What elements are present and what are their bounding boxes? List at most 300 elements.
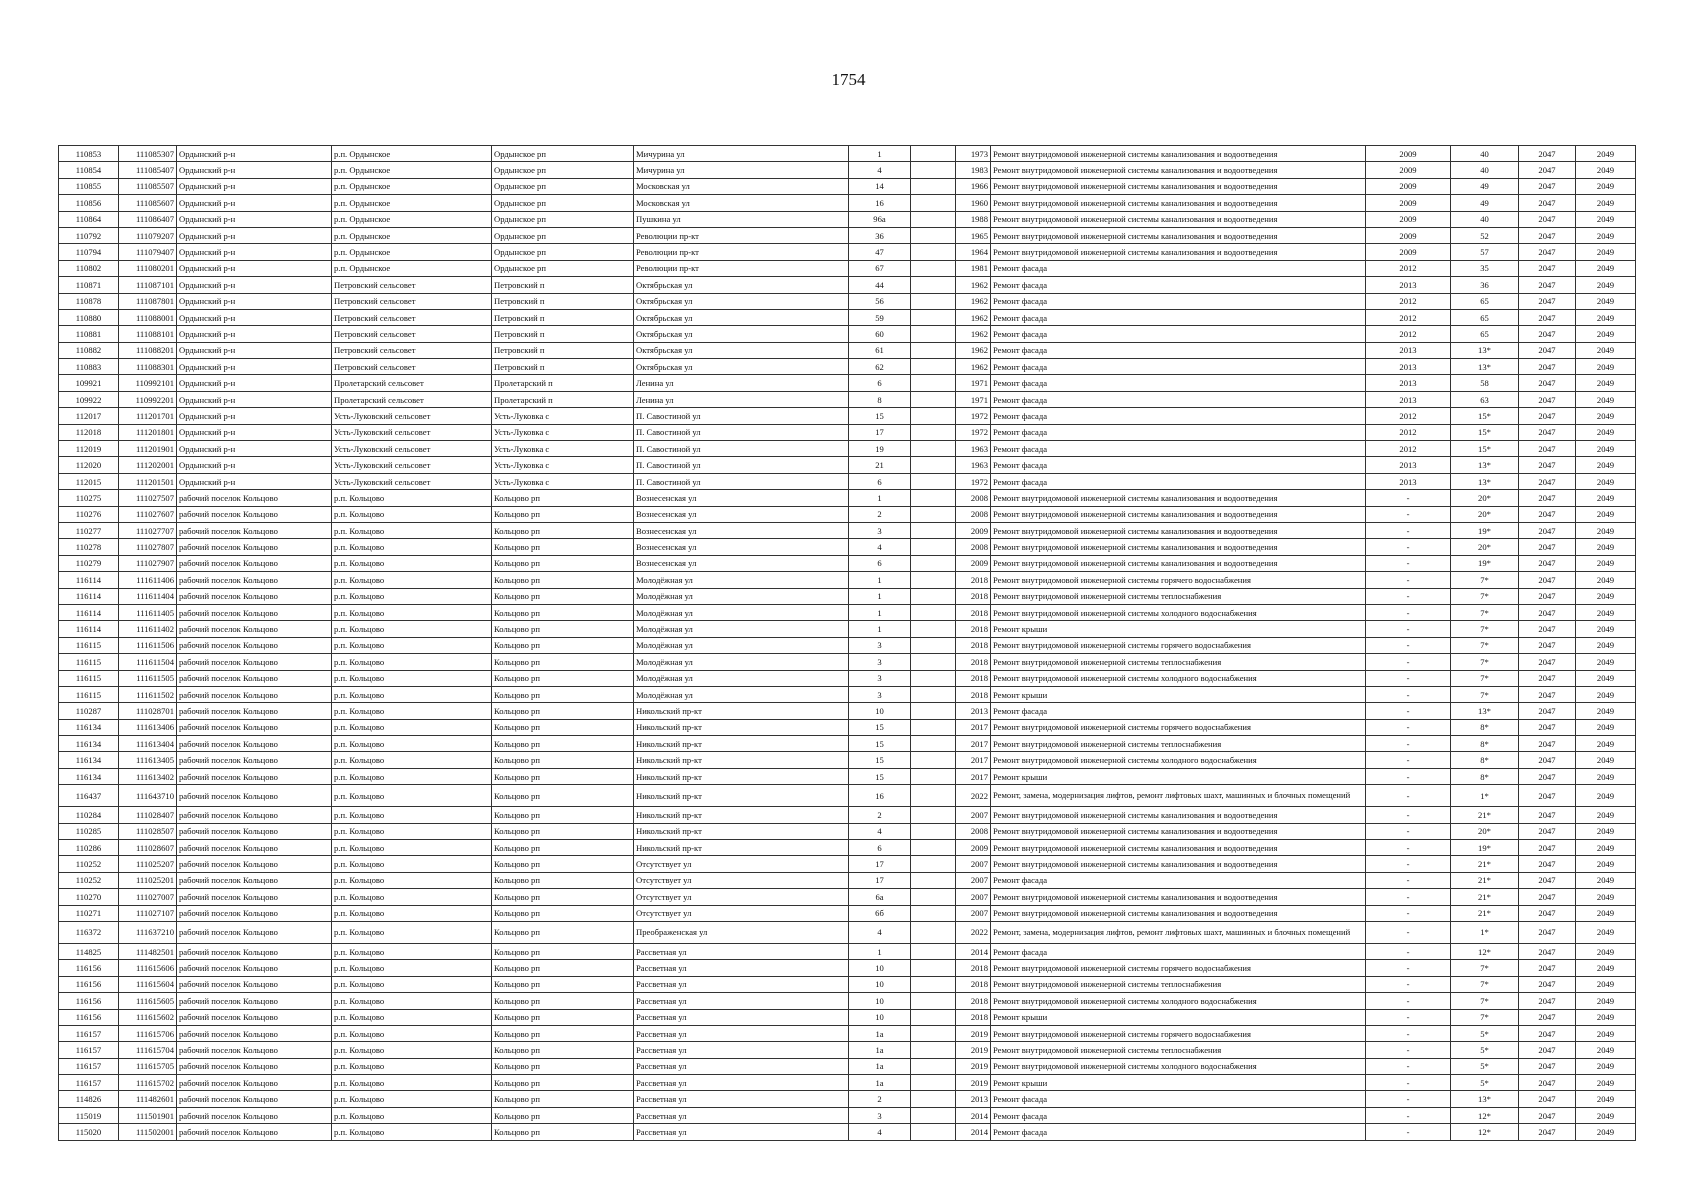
row-id-cell: 116157	[59, 1042, 119, 1058]
settlement-cell: Кольцово рп	[492, 960, 634, 976]
plan-end-year-cell: 2049	[1576, 555, 1636, 571]
plan-start-year-cell: 2047	[1519, 391, 1576, 407]
code-cell: 111028607	[119, 840, 177, 856]
plan-end-year-cell: 2049	[1576, 227, 1636, 243]
last-repair-year-cell: 2009	[1366, 195, 1451, 211]
building-cell	[911, 473, 956, 489]
year-built-cell: 1972	[956, 424, 991, 440]
district-cell: Ордынский р-н	[177, 244, 332, 260]
wear-cell: 8*	[1451, 752, 1519, 768]
plan-end-year-cell: 2049	[1576, 736, 1636, 752]
plan-start-year-cell: 2047	[1519, 1091, 1576, 1107]
last-repair-year-cell: -	[1366, 785, 1451, 807]
code-cell: 111643710	[119, 785, 177, 807]
table-row	[59, 670, 1636, 686]
municipality-cell: р.п. Ордынское	[332, 146, 492, 162]
work-type-cell: Ремонт фасада	[991, 277, 1366, 293]
work-type-cell: Ремонт, замена, модернизация лифтов, ремонт лифтовых шахт, машинных и блочных помещений	[991, 785, 1366, 807]
row-id-cell: 116134	[59, 768, 119, 784]
wear-cell: 5*	[1451, 1042, 1519, 1058]
street-cell: Рассветная ул	[634, 993, 849, 1009]
street-cell: Отсутствует ул	[634, 889, 849, 905]
code-cell: 111501901	[119, 1107, 177, 1123]
district-cell: рабочий поселок Кольцово	[177, 807, 332, 823]
work-type-cell: Ремонт внутридомовой инженерной системы теплоснабжения	[991, 976, 1366, 992]
plan-end-year-cell: 2049	[1576, 457, 1636, 473]
plan-end-year-cell: 2049	[1576, 604, 1636, 620]
plan-end-year-cell: 2049	[1576, 178, 1636, 194]
plan-start-year-cell: 2047	[1519, 539, 1576, 555]
building-cell	[911, 555, 956, 571]
settlement-cell: Кольцово рп	[492, 1075, 634, 1091]
municipality-cell: р.п. Кольцово	[332, 736, 492, 752]
wear-cell: 52	[1451, 227, 1519, 243]
building-cell	[911, 686, 956, 702]
wear-cell: 5*	[1451, 1058, 1519, 1074]
building-cell	[911, 654, 956, 670]
district-cell: рабочий поселок Кольцово	[177, 539, 332, 555]
year-built-cell: 2013	[956, 1091, 991, 1107]
row-id-cell: 116156	[59, 960, 119, 976]
street-cell: Рассветная ул	[634, 1025, 849, 1041]
building-cell	[911, 408, 956, 424]
year-built-cell: 2018	[956, 960, 991, 976]
plan-end-year-cell: 2049	[1576, 703, 1636, 719]
street-cell: Никольский пр-кт	[634, 807, 849, 823]
row-id-cell: 110792	[59, 227, 119, 243]
house-number-cell: 4	[849, 1124, 911, 1140]
plan-end-year-cell: 2049	[1576, 244, 1636, 260]
row-id-cell: 110270	[59, 889, 119, 905]
settlement-cell: Кольцово рп	[492, 1091, 634, 1107]
year-built-cell: 2017	[956, 736, 991, 752]
table-row	[59, 1124, 1636, 1140]
plan-end-year-cell: 2049	[1576, 424, 1636, 440]
table-row	[59, 768, 1636, 784]
code-cell: 111615705	[119, 1058, 177, 1074]
plan-end-year-cell: 2049	[1576, 1107, 1636, 1123]
settlement-cell: Кольцово рп	[492, 539, 634, 555]
plan-end-year-cell: 2049	[1576, 1124, 1636, 1140]
row-id-cell: 110279	[59, 555, 119, 571]
code-cell: 111025201	[119, 872, 177, 888]
district-cell: рабочий поселок Кольцово	[177, 856, 332, 872]
street-cell: Революции пр-кт	[634, 244, 849, 260]
house-number-cell: 14	[849, 178, 911, 194]
plan-end-year-cell: 2049	[1576, 375, 1636, 391]
row-id-cell: 112015	[59, 473, 119, 489]
work-type-cell: Ремонт внутридомовой инженерной системы холодного водоснабжения	[991, 993, 1366, 1009]
house-number-cell: 15	[849, 752, 911, 768]
municipality-cell: р.п. Кольцово	[332, 872, 492, 888]
district-cell: рабочий поселок Кольцово	[177, 840, 332, 856]
house-number-cell: 15	[849, 408, 911, 424]
code-cell: 110992201	[119, 391, 177, 407]
street-cell: Вознесенская ул	[634, 555, 849, 571]
row-id-cell: 116156	[59, 976, 119, 992]
district-cell: рабочий поселок Кольцово	[177, 572, 332, 588]
table-row	[59, 703, 1636, 719]
table-row	[59, 840, 1636, 856]
table-row	[59, 375, 1636, 391]
street-cell: П. Савостиной ул	[634, 424, 849, 440]
settlement-cell: Кольцово рп	[492, 976, 634, 992]
district-cell: Ордынский р-н	[177, 309, 332, 325]
table-row	[59, 921, 1636, 943]
street-cell: Рассветная ул	[634, 1042, 849, 1058]
wear-cell: 12*	[1451, 943, 1519, 959]
year-built-cell: 1973	[956, 146, 991, 162]
house-number-cell: 10	[849, 960, 911, 976]
year-built-cell: 2009	[956, 522, 991, 538]
district-cell: Ордынский р-н	[177, 375, 332, 391]
year-built-cell: 2014	[956, 1107, 991, 1123]
municipality-cell: р.п. Кольцово	[332, 621, 492, 637]
year-built-cell: 2008	[956, 823, 991, 839]
year-built-cell: 1981	[956, 260, 991, 276]
row-id-cell: 116372	[59, 921, 119, 943]
row-id-cell: 110252	[59, 856, 119, 872]
municipality-cell: р.п. Кольцово	[332, 1025, 492, 1041]
municipality-cell: Усть-Луковский сельсовет	[332, 473, 492, 489]
work-type-cell: Ремонт внутридомовой инженерной системы теплоснабжения	[991, 1042, 1366, 1058]
house-number-cell: 4	[849, 921, 911, 943]
last-repair-year-cell: -	[1366, 943, 1451, 959]
district-cell: рабочий поселок Кольцово	[177, 993, 332, 1009]
district-cell: рабочий поселок Кольцово	[177, 686, 332, 702]
code-cell: 111615602	[119, 1009, 177, 1025]
settlement-cell: Кольцово рп	[492, 506, 634, 522]
municipality-cell: р.п. Кольцово	[332, 823, 492, 839]
plan-start-year-cell: 2047	[1519, 686, 1576, 702]
settlement-cell: Кольцово рп	[492, 993, 634, 1009]
house-number-cell: 17	[849, 856, 911, 872]
table-row	[59, 1107, 1636, 1123]
work-type-cell: Ремонт внутридомовой инженерной системы канализования и водоотведения	[991, 807, 1366, 823]
wear-cell: 13*	[1451, 457, 1519, 473]
plan-end-year-cell: 2049	[1576, 807, 1636, 823]
plan-end-year-cell: 2049	[1576, 162, 1636, 178]
year-built-cell: 2018	[956, 654, 991, 670]
table-row	[59, 522, 1636, 538]
municipality-cell: Усть-Луковский сельсовет	[332, 424, 492, 440]
year-built-cell: 2018	[956, 604, 991, 620]
row-id-cell: 116156	[59, 993, 119, 1009]
plan-end-year-cell: 2049	[1576, 539, 1636, 555]
wear-cell: 15*	[1451, 408, 1519, 424]
settlement-cell: Кольцово рп	[492, 856, 634, 872]
street-cell: Рассветная ул	[634, 1075, 849, 1091]
table-row	[59, 604, 1636, 620]
table-row	[59, 905, 1636, 921]
year-built-cell: 2018	[956, 588, 991, 604]
district-cell: рабочий поселок Кольцово	[177, 719, 332, 735]
code-cell: 111611402	[119, 621, 177, 637]
building-cell	[911, 768, 956, 784]
code-cell: 111502001	[119, 1124, 177, 1140]
year-built-cell: 1960	[956, 195, 991, 211]
code-cell: 111201701	[119, 408, 177, 424]
house-number-cell: 3	[849, 670, 911, 686]
street-cell: Рассветная ул	[634, 1091, 849, 1107]
code-cell: 111087101	[119, 277, 177, 293]
wear-cell: 12*	[1451, 1124, 1519, 1140]
house-number-cell: 10	[849, 976, 911, 992]
plan-end-year-cell: 2049	[1576, 293, 1636, 309]
last-repair-year-cell: -	[1366, 1025, 1451, 1041]
last-repair-year-cell: -	[1366, 807, 1451, 823]
settlement-cell: Петровский п	[492, 326, 634, 342]
wear-cell: 63	[1451, 391, 1519, 407]
last-repair-year-cell: -	[1366, 490, 1451, 506]
settlement-cell: Петровский п	[492, 342, 634, 358]
code-cell: 111611506	[119, 637, 177, 653]
plan-start-year-cell: 2047	[1519, 326, 1576, 342]
settlement-cell: Кольцово рп	[492, 654, 634, 670]
street-cell: Молодёжная ул	[634, 686, 849, 702]
last-repair-year-cell: -	[1366, 1124, 1451, 1140]
district-cell: рабочий поселок Кольцово	[177, 960, 332, 976]
wear-cell: 12*	[1451, 1107, 1519, 1123]
last-repair-year-cell: -	[1366, 872, 1451, 888]
district-cell: Ордынский р-н	[177, 277, 332, 293]
plan-start-year-cell: 2047	[1519, 670, 1576, 686]
work-type-cell: Ремонт фасада	[991, 424, 1366, 440]
table-row	[59, 391, 1636, 407]
row-id-cell: 110853	[59, 146, 119, 162]
street-cell: Октябрьская ул	[634, 342, 849, 358]
settlement-cell: Кольцово рп	[492, 1025, 634, 1041]
street-cell: Московская ул	[634, 195, 849, 211]
code-cell: 111615604	[119, 976, 177, 992]
plan-start-year-cell: 2047	[1519, 872, 1576, 888]
work-type-cell: Ремонт, замена, модернизация лифтов, ремонт лифтовых шахт, машинных и блочных помещений	[991, 921, 1366, 943]
district-cell: Ордынский р-н	[177, 293, 332, 309]
settlement-cell: Кольцово рп	[492, 736, 634, 752]
code-cell: 111613406	[119, 719, 177, 735]
building-cell	[911, 146, 956, 162]
year-built-cell: 1965	[956, 227, 991, 243]
year-built-cell: 2017	[956, 719, 991, 735]
work-type-cell: Ремонт фасада	[991, 293, 1366, 309]
street-cell: Октябрьская ул	[634, 326, 849, 342]
last-repair-year-cell: -	[1366, 905, 1451, 921]
last-repair-year-cell: -	[1366, 621, 1451, 637]
building-cell	[911, 943, 956, 959]
code-cell: 111027707	[119, 522, 177, 538]
plan-start-year-cell: 2047	[1519, 244, 1576, 260]
settlement-cell: Усть-Луковка с	[492, 441, 634, 457]
row-id-cell: 114826	[59, 1091, 119, 1107]
district-cell: рабочий поселок Кольцово	[177, 752, 332, 768]
building-cell	[911, 889, 956, 905]
house-number-cell: 1а	[849, 1042, 911, 1058]
municipality-cell: Усть-Луковский сельсовет	[332, 441, 492, 457]
plan-start-year-cell: 2047	[1519, 342, 1576, 358]
code-cell: 111088101	[119, 326, 177, 342]
wear-cell: 7*	[1451, 637, 1519, 653]
district-cell: рабочий поселок Кольцово	[177, 976, 332, 992]
building-cell	[911, 309, 956, 325]
district-cell: Ордынский р-н	[177, 424, 332, 440]
building-cell	[911, 588, 956, 604]
wear-cell: 57	[1451, 244, 1519, 260]
plan-start-year-cell: 2047	[1519, 785, 1576, 807]
last-repair-year-cell: -	[1366, 752, 1451, 768]
plan-start-year-cell: 2047	[1519, 905, 1576, 921]
last-repair-year-cell: -	[1366, 921, 1451, 943]
table-row	[59, 572, 1636, 588]
wear-cell: 40	[1451, 146, 1519, 162]
building-cell	[911, 1009, 956, 1025]
work-type-cell: Ремонт фасада	[991, 457, 1366, 473]
municipality-cell: р.п. Кольцово	[332, 752, 492, 768]
municipality-cell: р.п. Кольцово	[332, 960, 492, 976]
municipality-cell: Петровский сельсовет	[332, 359, 492, 375]
wear-cell: 7*	[1451, 604, 1519, 620]
wear-cell: 5*	[1451, 1075, 1519, 1091]
settlement-cell: Кольцово рп	[492, 768, 634, 784]
settlement-cell: Кольцово рп	[492, 1124, 634, 1140]
municipality-cell: р.п. Кольцово	[332, 993, 492, 1009]
last-repair-year-cell: 2009	[1366, 146, 1451, 162]
street-cell: Никольский пр-кт	[634, 768, 849, 784]
year-built-cell: 2007	[956, 889, 991, 905]
plan-end-year-cell: 2049	[1576, 408, 1636, 424]
plan-start-year-cell: 2047	[1519, 572, 1576, 588]
street-cell: Вознесенская ул	[634, 490, 849, 506]
last-repair-year-cell: -	[1366, 637, 1451, 653]
house-number-cell: 10	[849, 1009, 911, 1025]
plan-start-year-cell: 2047	[1519, 260, 1576, 276]
street-cell: Пушкина ул	[634, 211, 849, 227]
wear-cell: 8*	[1451, 719, 1519, 735]
table-body	[59, 146, 1636, 1141]
last-repair-year-cell: -	[1366, 856, 1451, 872]
table-row	[59, 277, 1636, 293]
street-cell: Рассветная ул	[634, 1107, 849, 1123]
work-type-cell: Ремонт внутридомовой инженерной системы канализования и водоотведения	[991, 146, 1366, 162]
code-cell: 111201801	[119, 424, 177, 440]
table-row	[59, 752, 1636, 768]
building-cell	[911, 178, 956, 194]
row-id-cell: 112017	[59, 408, 119, 424]
wear-cell: 7*	[1451, 993, 1519, 1009]
house-number-cell: 6а	[849, 889, 911, 905]
row-id-cell: 116134	[59, 736, 119, 752]
plan-end-year-cell: 2049	[1576, 588, 1636, 604]
plan-start-year-cell: 2047	[1519, 823, 1576, 839]
district-cell: рабочий поселок Кольцово	[177, 768, 332, 784]
row-id-cell: 115019	[59, 1107, 119, 1123]
table-row	[59, 654, 1636, 670]
work-type-cell: Ремонт внутридомовой инженерной системы канализования и водоотведения	[991, 840, 1366, 856]
building-cell	[911, 1075, 956, 1091]
district-cell: рабочий поселок Кольцово	[177, 1107, 332, 1123]
last-repair-year-cell: 2013	[1366, 277, 1451, 293]
settlement-cell: Пролетарский п	[492, 375, 634, 391]
house-number-cell: 6	[849, 473, 911, 489]
plan-end-year-cell: 2049	[1576, 195, 1636, 211]
building-cell	[911, 807, 956, 823]
plan-start-year-cell: 2047	[1519, 1124, 1576, 1140]
code-cell: 111085507	[119, 178, 177, 194]
house-number-cell: 1	[849, 490, 911, 506]
plan-start-year-cell: 2047	[1519, 277, 1576, 293]
building-cell	[911, 391, 956, 407]
building-cell	[911, 856, 956, 872]
code-cell: 111027607	[119, 506, 177, 522]
plan-start-year-cell: 2047	[1519, 960, 1576, 976]
municipality-cell: р.п. Кольцово	[332, 654, 492, 670]
work-type-cell: Ремонт внутридомовой инженерной системы канализования и водоотведения	[991, 227, 1366, 243]
plan-end-year-cell: 2049	[1576, 1058, 1636, 1074]
district-cell: рабочий поселок Кольцово	[177, 872, 332, 888]
row-id-cell: 110794	[59, 244, 119, 260]
code-cell: 111611404	[119, 588, 177, 604]
last-repair-year-cell: -	[1366, 1075, 1451, 1091]
work-type-cell: Ремонт внутридомовой инженерной системы канализования и водоотведения	[991, 211, 1366, 227]
street-cell: Мичурина ул	[634, 162, 849, 178]
work-type-cell: Ремонт фасада	[991, 872, 1366, 888]
municipality-cell: р.п. Кольцово	[332, 1091, 492, 1107]
district-cell: рабочий поселок Кольцово	[177, 621, 332, 637]
work-type-cell: Ремонт фасада	[991, 1107, 1366, 1123]
plan-start-year-cell: 2047	[1519, 1042, 1576, 1058]
house-number-cell: 4	[849, 162, 911, 178]
work-type-cell: Ремонт фасада	[991, 391, 1366, 407]
code-cell: 111615605	[119, 993, 177, 1009]
last-repair-year-cell: -	[1366, 993, 1451, 1009]
municipality-cell: р.п. Ордынское	[332, 244, 492, 260]
building-cell	[911, 227, 956, 243]
wear-cell: 20*	[1451, 506, 1519, 522]
wear-cell: 65	[1451, 326, 1519, 342]
wear-cell: 21*	[1451, 889, 1519, 905]
municipality-cell: р.п. Кольцово	[332, 856, 492, 872]
row-id-cell: 110802	[59, 260, 119, 276]
work-type-cell: Ремонт внутридомовой инженерной системы теплоснабжения	[991, 736, 1366, 752]
district-cell: рабочий поселок Кольцово	[177, 889, 332, 905]
municipality-cell: р.п. Кольцово	[332, 768, 492, 784]
row-id-cell: 110286	[59, 840, 119, 856]
plan-start-year-cell: 2047	[1519, 654, 1576, 670]
wear-cell: 15*	[1451, 441, 1519, 457]
plan-end-year-cell: 2049	[1576, 1009, 1636, 1025]
row-id-cell: 110856	[59, 195, 119, 211]
table-row	[59, 178, 1636, 194]
plan-start-year-cell: 2047	[1519, 856, 1576, 872]
row-id-cell: 112019	[59, 441, 119, 457]
settlement-cell: Ордынское рп	[492, 211, 634, 227]
plan-end-year-cell: 2049	[1576, 1075, 1636, 1091]
plan-end-year-cell: 2049	[1576, 277, 1636, 293]
district-cell: Ордынский р-н	[177, 359, 332, 375]
house-number-cell: 1а	[849, 1058, 911, 1074]
house-number-cell: 8	[849, 391, 911, 407]
settlement-cell: Кольцово рп	[492, 905, 634, 921]
plan-start-year-cell: 2047	[1519, 555, 1576, 571]
year-built-cell: 2018	[956, 621, 991, 637]
street-cell: Никольский пр-кт	[634, 785, 849, 807]
street-cell: Молодёжная ул	[634, 588, 849, 604]
wear-cell: 58	[1451, 375, 1519, 391]
building-cell	[911, 522, 956, 538]
municipality-cell: Петровский сельсовет	[332, 293, 492, 309]
work-type-cell: Ремонт внутридомовой инженерной системы канализования и водоотведения	[991, 889, 1366, 905]
house-number-cell: 1а	[849, 1025, 911, 1041]
year-built-cell: 1983	[956, 162, 991, 178]
